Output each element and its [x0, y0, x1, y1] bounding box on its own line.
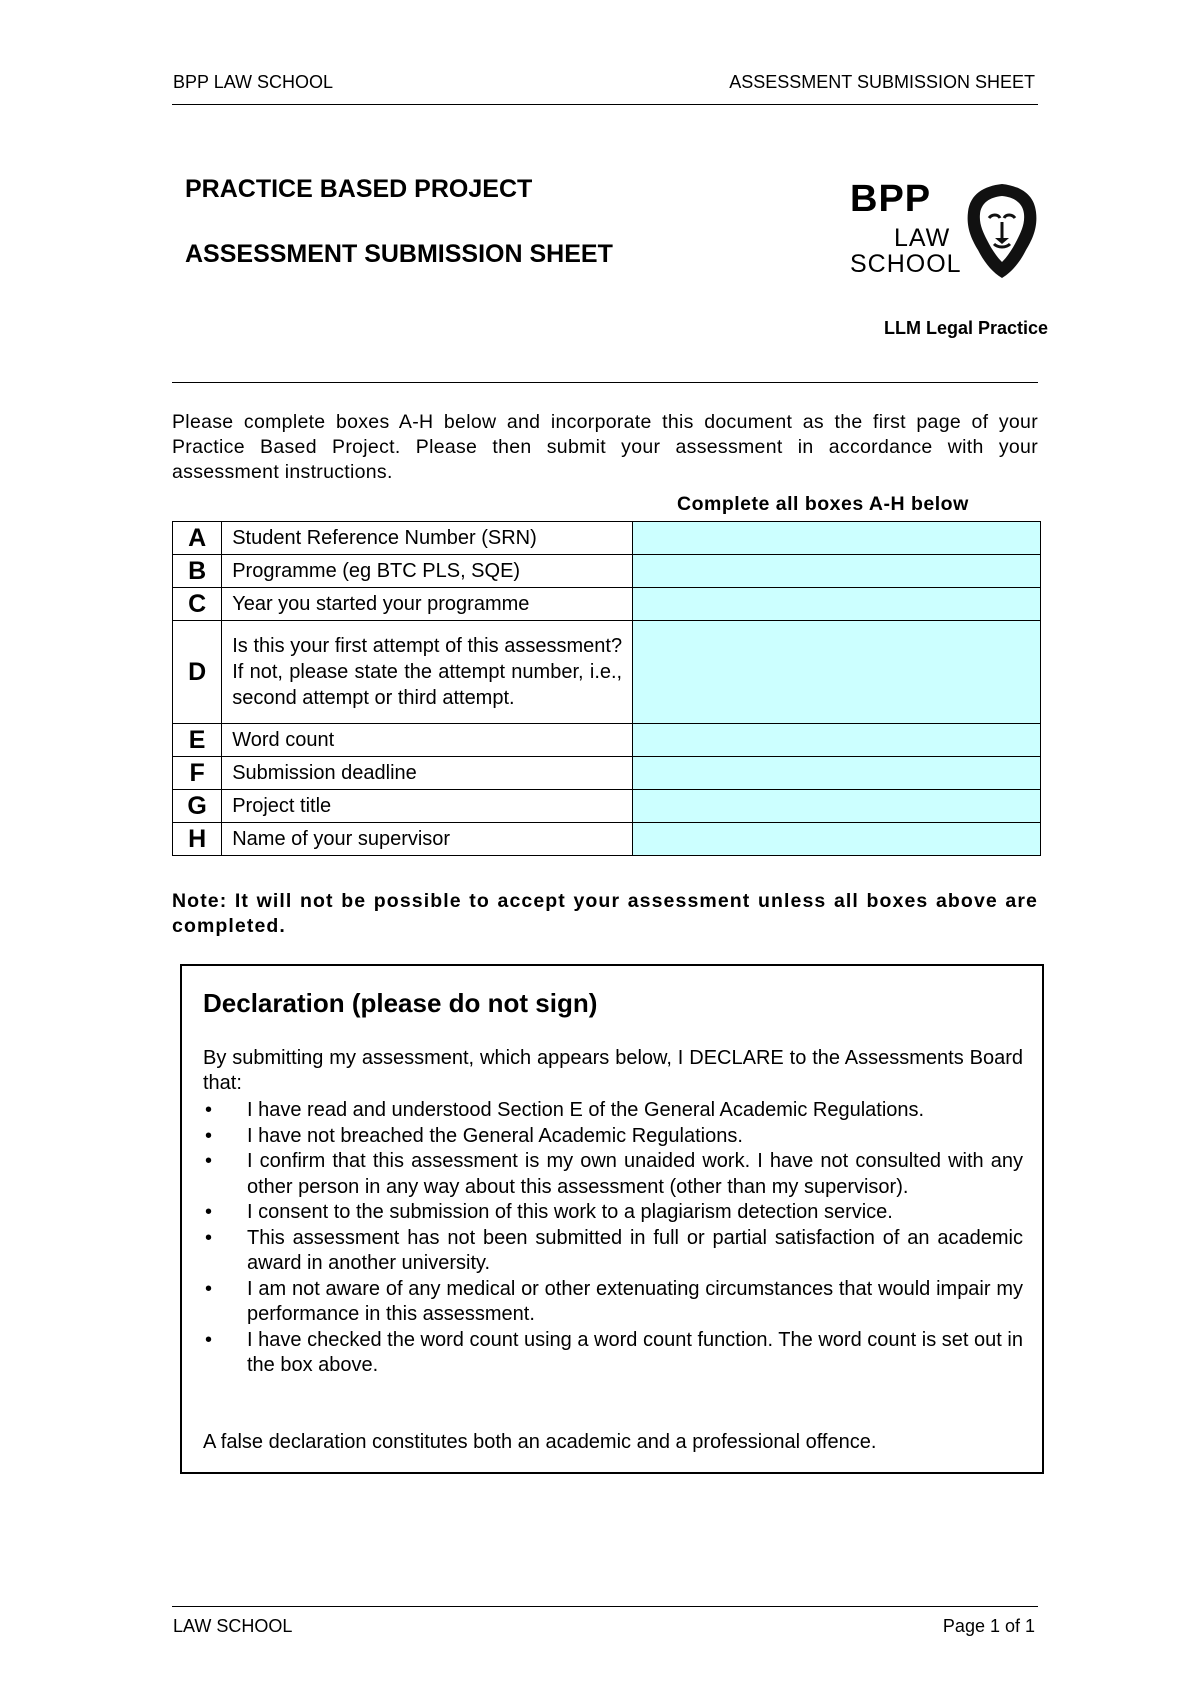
bullet-icon: •	[205, 1150, 213, 1172]
table-row	[173, 555, 1041, 588]
list-item	[203, 1328, 1023, 1379]
footer-rule	[172, 1606, 1038, 1607]
supervisor-field[interactable]	[633, 823, 1041, 856]
row-label: Submission deadline	[222, 757, 633, 790]
row-letter: B	[173, 555, 222, 588]
row-letter: C	[173, 588, 222, 621]
list-item	[203, 1098, 1023, 1124]
word-count-field[interactable]	[633, 724, 1041, 757]
bullet-icon: •	[205, 1124, 213, 1147]
table-row	[173, 621, 1041, 724]
bullet-icon: •	[205, 1328, 213, 1351]
declaration-item-text: I confirm that this assessment is my own unaided work. I have not consulted with any other person in any way about this assessment (other than my supervisor).	[247, 1150, 1023, 1198]
table-row	[173, 790, 1041, 823]
programme-field[interactable]	[633, 555, 1041, 588]
deadline-field[interactable]	[633, 757, 1041, 790]
bullet-icon: •	[205, 1099, 213, 1121]
details-table	[172, 521, 1041, 856]
page-number: Page 1 of 1	[942, 1616, 1035, 1636]
completion-note: Note: It will not be possible to accept your assessment unless all boxes above are completed.	[172, 890, 1038, 937]
project-title-field[interactable]	[633, 790, 1041, 823]
programme-label: LLM Legal Practice	[884, 318, 1049, 338]
lion-head-icon	[964, 182, 1040, 280]
declaration-intro: By submitting my assessment, which appears below, I DECLARE to the Assessments Board that:	[203, 1047, 1023, 1094]
declaration-item-text: I consent to the submission of this work to a plagiarism detection service.	[247, 1201, 893, 1223]
declaration-item-text: I have not breached the General Academic Regulations.	[247, 1124, 743, 1147]
declaration-box	[180, 964, 1044, 1474]
row-letter: A	[173, 522, 222, 555]
declaration-footer: A false declaration constitutes both an academic and a professional offence.	[203, 1431, 877, 1453]
list-item	[203, 1149, 1023, 1200]
document-subtitle: ASSESSMENT SUBMISSION SHEET	[185, 240, 613, 268]
bullet-icon: •	[205, 1201, 213, 1223]
declaration-item-text: This assessment has not been submitted in full or partial satisfaction of an academic award in another university.	[247, 1226, 1023, 1274]
attempt-field[interactable]	[633, 621, 1041, 724]
list-item	[203, 1277, 1023, 1328]
section-rule	[172, 382, 1038, 383]
declaration-list	[203, 1098, 1023, 1379]
table-caption: Complete all boxes A-H below	[677, 493, 969, 515]
document-title: PRACTICE BASED PROJECT	[185, 175, 533, 203]
row-letter: F	[173, 757, 222, 790]
list-item	[203, 1200, 1023, 1226]
row-letter: D	[173, 621, 222, 724]
header-rule	[172, 104, 1038, 105]
table-row	[173, 757, 1041, 790]
row-label: Is this your first attempt of this assessment? If not, please state the attempt number, i.e., second attempt or third attempt.	[222, 621, 633, 724]
declaration-title: Declaration (please do not sign)	[203, 988, 598, 1018]
row-letter: E	[173, 724, 222, 757]
table-row	[173, 522, 1041, 555]
bullet-icon: •	[205, 1226, 213, 1249]
list-item	[203, 1226, 1023, 1277]
start-year-field[interactable]	[633, 588, 1041, 621]
table-row	[173, 724, 1041, 757]
page-header-right: ASSESSMENT SUBMISSION SHEET	[729, 72, 1035, 92]
page-header-left: BPP LAW SCHOOL	[173, 72, 334, 92]
row-label: Student Reference Number (SRN)	[222, 522, 633, 555]
row-label: Word count	[222, 724, 633, 757]
logo-text-law: LAW	[894, 224, 951, 252]
srn-field[interactable]	[633, 522, 1041, 555]
row-letter: H	[173, 823, 222, 856]
declaration-item-text: I have checked the word count using a word count function. The word count is set out in the box above.	[247, 1328, 1023, 1376]
bullet-icon: •	[205, 1277, 213, 1300]
row-label: Project title	[222, 790, 633, 823]
row-label: Year you started your programme	[222, 588, 633, 621]
table-row	[173, 588, 1041, 621]
page-footer-left: LAW SCHOOL	[173, 1616, 293, 1636]
logo-text-school: SCHOOL	[850, 250, 962, 278]
row-label: Name of your supervisor	[222, 823, 633, 856]
bpp-law-school-logo	[848, 178, 1048, 282]
declaration-item-text: I am not aware of any medical or other extenuating circumstances that would impair my performance in this assessment.	[247, 1277, 1023, 1325]
row-letter: G	[173, 790, 222, 823]
declaration-item-text: I have read and understood Section E of the General Academic Regulations.	[247, 1099, 925, 1121]
row-label: Programme (eg BTC PLS, SQE)	[222, 555, 633, 588]
instructions-paragraph: Please complete boxes A-H below and incorporate this document as the first page of your Practice Based Project. Please then submit your assessment in accordance with your assessment instructions.	[172, 411, 1038, 483]
table-row	[173, 823, 1041, 856]
list-item	[203, 1124, 1023, 1150]
logo-text-bpp: BPP	[850, 178, 932, 220]
